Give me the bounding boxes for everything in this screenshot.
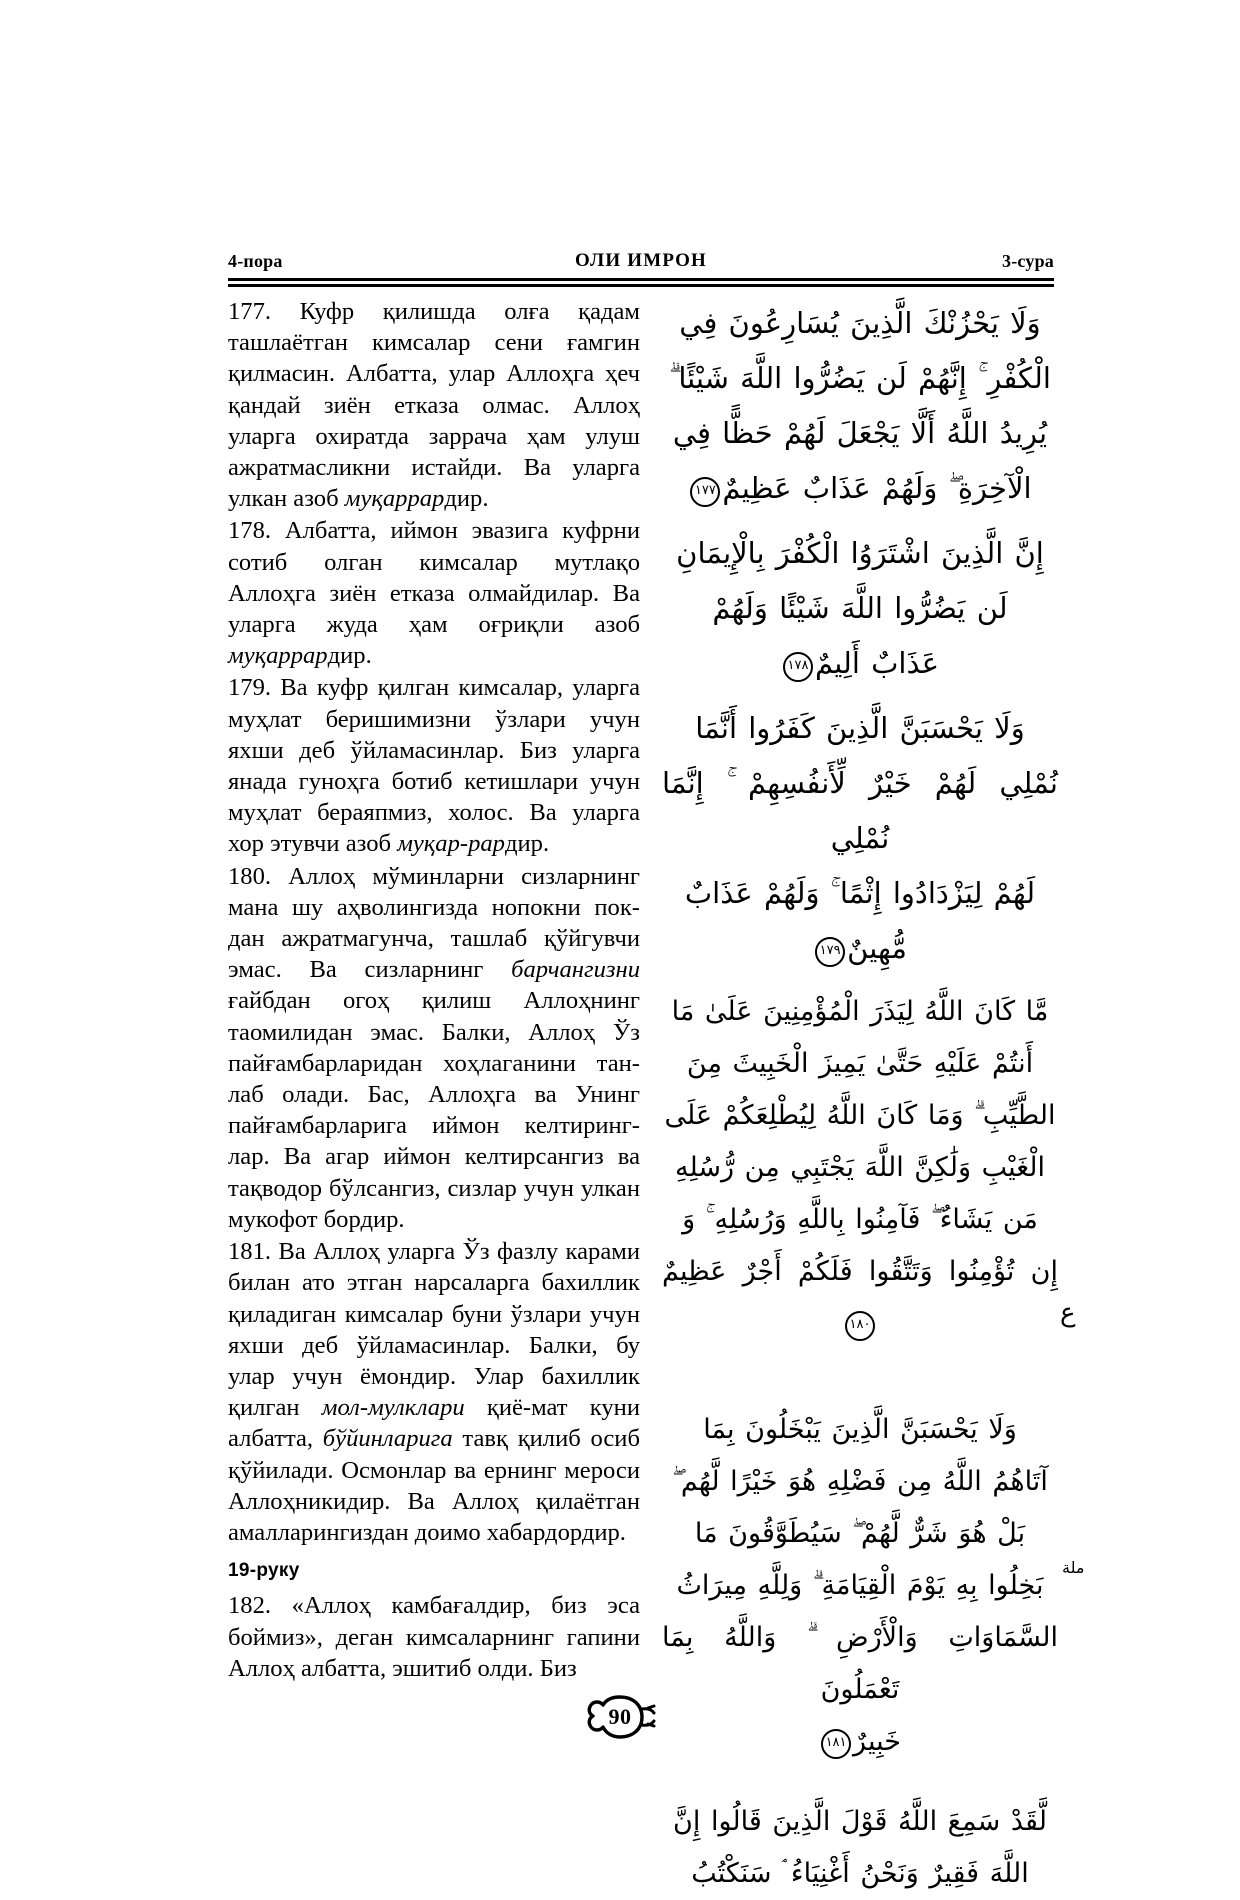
block-spacer (662, 976, 1058, 986)
text-run: 178. Албатта, иймон эвазига куфрни сотиб олган кимсалар мутлақо Аллоҳга зиён етказа олмайдилар. Ва уларга жуда ҳам оғриқли азоб (228, 517, 640, 639)
verse-number-marker: ١٨٠ (845, 1311, 875, 1341)
text-run: 181. Ва Аллоҳ уларга Ўз фазлу карами билан ато этган нарсаларга бахиллик қиладиган кимсалар буни ўзлари учун яхши деб ўйламасинлар. Балки, бу улар учун ёмондир. Улар бахиллик қилган (228, 1238, 640, 1422)
block-spacer (662, 691, 1058, 701)
text-run-italic: бўйинларига (322, 1425, 453, 1453)
text-run: қиё-мат куни албатта, (228, 1394, 640, 1453)
text-run: عَذَابٌ أَلِيمٌ (814, 646, 940, 680)
arabic-line: اللَّهَ فَقِيرٌ وَنَحْنُ أَغْنِيَاءُ ۘ سَنَكْتُبُ (691, 1858, 1029, 1889)
arabic-line: مَن يَشَاءُ ۖ فَآمِنُوا بِاللَّهِ وَرُسُلِهِ ۚ وَ (682, 1204, 1038, 1235)
text-run-italic: муқар-рар (397, 830, 505, 858)
uzbek-paragraph-177 (228, 296, 640, 514)
text-run: 179. Ва куфр қилган кимсалар, уларга муҳлат беришимизни ўзлари учун яхши деб ўйламасинлар. Биз уларга янада гуноҳга ботиб кетишлари учун муҳлат бераяпмиз, холос. Ва уларга хор этувчи азоб (228, 674, 640, 858)
uzbek-paragraph-179 (228, 672, 640, 859)
verse-number-marker: ١٧٩ (815, 937, 845, 967)
uzbek-paragraph-178 (228, 515, 640, 671)
text-run: дир. (504, 830, 550, 858)
arabic-line: إِنَّ الَّذِينَ اشْتَرَوُا الْكُفْرَ بِالْإِيمَانِ (676, 536, 1044, 570)
arabic-line: الْغَيْبِ وَلَٰكِنَّ اللَّهَ يَجْتَبِي مِن رُّسُلِهِ (674, 1152, 1046, 1183)
page-number-ornament (0, 1694, 1240, 1740)
uzbek-paragraph-181 (228, 1236, 640, 1548)
text-run: الْآخِرَةِ ۖ وَلَهُمْ عَذَابٌ عَظِيمٌ (722, 471, 1032, 505)
text-run-italic: мол-мулклари (321, 1394, 465, 1422)
uzbek-paragraph-180 (228, 861, 640, 1235)
uzbek-paragraph-182 (228, 1590, 640, 1684)
arabic-verse-block-178 (662, 526, 1058, 691)
text-run: тавқ қилиб осиб қўйилади. Осмонлар ва ернинг мероси Аллоҳникидир. Ва Аллоҳ қилаётган амалларингиздан доимо хабардордир. (228, 1425, 640, 1546)
arabic-line: وَلَا يَحْزُنْكَ الَّذِينَ يُسَارِعُونَ فِي (679, 306, 1041, 340)
header-divider (228, 278, 1054, 287)
verse-number-marker: ١٨١ (821, 1729, 851, 1759)
block-spacer (662, 516, 1058, 526)
arabic-line: لَّقَدْ سَمِعَ اللَّهُ قَوْلَ الَّذِينَ قَالُوا إِنَّ (673, 1806, 1047, 1837)
text-run: إِن تُؤْمِنُوا وَتَتَّقُوا فَلَكُمْ أَجْرٌ عَظِيمٌ (662, 1256, 1058, 1287)
text-run-italic: муқаррар (344, 485, 445, 513)
ruku-heading: 19-руку (228, 1560, 300, 1582)
text-run-italic: муқаррар (228, 642, 328, 670)
arabic-line: يُرِيدُ اللَّهُ أَلَّا يَجْعَلَ لَهُمْ حَظًّا فِي (672, 416, 1048, 450)
text-run: 182. «Аллоҳ камбағалдир, биз эса боймиз», деган кимсаларнинг гапини Аллоҳ албатта, эшитиб олди. Биз (228, 1592, 640, 1682)
text-run: дир. (327, 642, 372, 670)
arabic-line (662, 1246, 1058, 1350)
text-run-italic: барчангизни (511, 956, 640, 984)
arabic-line: آتَاهُمُ اللَّهُ مِن فَضْلِهِ هُوَ خَيْرًا لَّهُم ۖ (672, 1466, 1048, 1497)
arabic-quran-column (662, 296, 1058, 1900)
arabic-verse-block-180 (662, 986, 1058, 1350)
running-head (228, 246, 1054, 272)
arabic-verse-block-177 (662, 296, 1058, 516)
ruku-margin-mark: ع (1060, 1298, 1076, 1328)
text-run: 177. Куфр қилишда олға қадам ташлаётган кимсалар сени ғамгин қилмасин. Албатта, улар Аллоҳга ҳеч қандай зиён етказа олмас. Аллоҳ уларга охиратда заррача ҳам улуш ажратмасликни истайди. Ва уларга улкан азоб (228, 298, 640, 513)
text-run: مُّهِينٌ (847, 931, 907, 965)
verse-number-marker: ١٧٨ (783, 652, 813, 682)
arabic-line: لَهُمْ لِيَزْدَادُوا إِثْمًا ۚ وَلَهُمْ عَذَابٌ (684, 876, 1036, 910)
arabic-verse-block-179 (662, 701, 1058, 976)
arabic-line: بَلْ هُوَ شَرٌّ لَّهُمْ ۖ سَيُطَوَّقُونَ مَا (694, 1518, 1026, 1549)
block-spacer (662, 1350, 1058, 1404)
uzbek-translation-column (228, 296, 640, 1684)
text-run: ғайбдан огоҳ қилиш Аллоҳнинг таомилидан эмас. Балки, Аллоҳ Ўз пайғамбарларидан хоҳлаганини тан-лаб олади. Бас, Аллоҳга ва Унинг пайғамбарларига иймон келтиринг-лар. Ва агар иймон келтирсангиз ва тақводор бўлсангиз, сизлар учун улкан мукофот бордир. (228, 987, 640, 1233)
arabic-verse-block-182 (662, 1796, 1058, 1900)
arabic-line: أَنتُمْ عَلَيْهِ حَتَّىٰ يَمِيزَ الْخَبِيثَ مِنَ (686, 1048, 1034, 1079)
sajda-margin-mark: ملة (1062, 1558, 1085, 1577)
arabic-line (662, 461, 1058, 516)
verse-number-marker: ١٧٧ (690, 477, 720, 507)
text-run: дир. (444, 485, 489, 513)
running-head-right: 3-сура (1002, 251, 1054, 271)
arabic-line: لَن يَضُرُّوا اللَّهَ شَيْئًا وَلَهُمْ (712, 591, 1008, 625)
running-head-center: ОЛИ ИМРОН (574, 250, 708, 271)
running-head-left: 4-пора (228, 251, 283, 271)
arabic-line: مَّا كَانَ اللَّهُ لِيَذَرَ الْمُؤْمِنِينَ عَلَىٰ مَا (671, 996, 1049, 1027)
arabic-line: السَّمَاوَاتِ وَالْأَرْضِ ۗ وَاللَّهُ بِمَا تَعْمَلُونَ (662, 1622, 1058, 1705)
block-spacer (662, 1768, 1058, 1796)
arabic-line: الْكُفْرِ ۚ إِنَّهُمْ لَن يَضُرُّوا اللَّهَ شَيْئًا ۗ (669, 361, 1051, 395)
page-number-value: 90 (608, 1704, 632, 1729)
page-number-frame (582, 1694, 658, 1740)
arabic-line (662, 921, 1058, 976)
arabic-line: الطَّيِّبِ ۗ وَمَا كَانَ اللَّهُ لِيُطْلِعَكُمْ عَلَى (664, 1100, 1056, 1131)
arabic-line (662, 636, 1058, 691)
arabic-line: وَلَا يَحْسَبَنَّ الَّذِينَ يَبْخَلُونَ بِمَا (703, 1414, 1017, 1445)
text-run: خَبِيرٌ (853, 1726, 901, 1757)
arabic-line: وَلَا يَحْسَبَنَّ الَّذِينَ كَفَرُوا أَنَّمَا (695, 711, 1025, 745)
arabic-line: نُمْلِي لَهُمْ خَيْرٌ لِّأَنفُسِهِمْ ۚ إِنَّمَا نُمْلِي (662, 766, 1058, 855)
arabic-line: بَخِلُوا بِهِ يَوْمَ الْقِيَامَةِ ۗ وَلِلَّهِ مِيرَاثُ (676, 1570, 1044, 1601)
header-divider-bottom (228, 284, 1054, 287)
text-run: 180. Аллоҳ мўминларни сизларнинг мана шу аҳволингизда нопокни пок-дан ажратмагунча, ташлаб қўйгувчи эмас. Ва сизларнинг (228, 862, 640, 984)
